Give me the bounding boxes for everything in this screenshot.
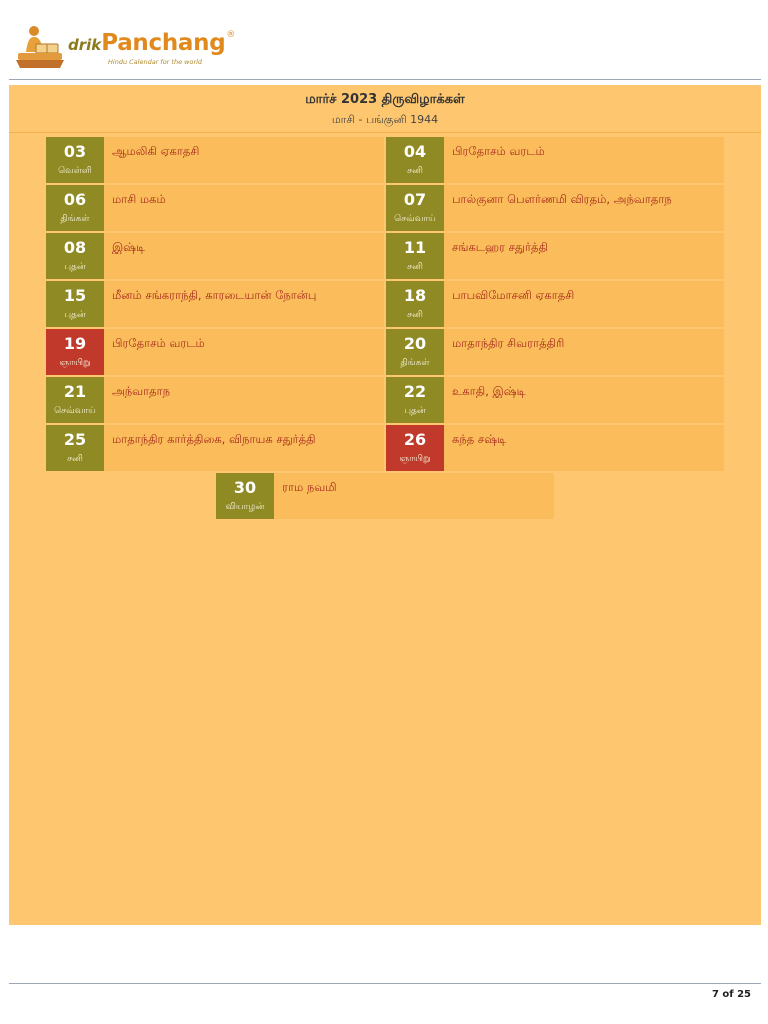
date-day: 18	[403, 286, 427, 305]
festival-name: மாதாந்திர சிவராத்திரி	[452, 336, 565, 350]
logo-brand-name: Panchang	[101, 30, 226, 56]
date-badge	[386, 425, 444, 471]
date-weekday: ஞாயிறு	[399, 454, 431, 464]
date-weekday: சனி	[407, 262, 423, 272]
date-weekday: செவ்வாய்	[394, 214, 436, 224]
festival-name: சங்கடஹர சதுர்த்தி	[452, 240, 548, 254]
date-badge	[46, 137, 104, 183]
festival-name: அந்வாதாந	[112, 384, 171, 398]
festival-name: பாபவிமோசனி ஏகாதசி	[452, 288, 575, 302]
festival-name: இஷ்டி	[112, 240, 146, 254]
festival-entry	[46, 281, 384, 327]
date-badge	[46, 281, 104, 327]
festival-name: மாசி மகம்	[112, 192, 166, 206]
date-weekday: வெள்ளி	[58, 166, 92, 176]
page-title: மார்ச் 2023 திருவிழாக்கள்	[305, 92, 465, 107]
date-day: 26	[403, 430, 427, 449]
date-day: 11	[403, 238, 427, 257]
festival-entry	[216, 473, 554, 519]
header-divider	[9, 79, 761, 80]
date-badge	[46, 329, 104, 375]
festival-entry	[46, 377, 384, 423]
festival-entry	[46, 329, 384, 375]
date-day: 07	[403, 190, 427, 209]
date-weekday: சனி	[407, 310, 423, 320]
festival-entry	[386, 329, 724, 375]
date-badge	[46, 185, 104, 231]
date-badge	[386, 281, 444, 327]
date-day: 15	[63, 286, 87, 305]
date-weekday: சனி	[407, 166, 423, 176]
festival-entry	[46, 185, 384, 231]
date-badge	[386, 185, 444, 231]
date-badge	[46, 233, 104, 279]
date-weekday: புதன்	[404, 406, 426, 416]
logo-sage-icon	[12, 22, 72, 72]
festival-name: ஆமலிகி ஏகாதசி	[112, 144, 200, 158]
date-badge	[46, 425, 104, 471]
date-day: 30	[233, 478, 257, 497]
date-badge	[216, 473, 274, 519]
date-day: 03	[63, 142, 87, 161]
date-badge	[386, 137, 444, 183]
festival-name: மீனம் சங்கராந்தி, காரடையான் நோன்பு	[112, 288, 317, 302]
festival-name: உகாதி, இஷ்டி	[452, 384, 526, 398]
festival-name: பிரதோசம் வரடம்	[112, 336, 205, 350]
page-subtitle: மாசி - பங்குனி 1944	[331, 113, 439, 126]
date-weekday: திங்கள்	[400, 358, 430, 368]
date-badge	[386, 377, 444, 423]
festival-entry	[386, 281, 724, 327]
festival-entry	[386, 137, 724, 183]
drikpanchang-logo[interactable]	[12, 22, 252, 72]
festival-name: கந்த சஷ்டி	[452, 432, 507, 446]
festival-entry	[46, 137, 384, 183]
footer-divider	[9, 983, 761, 984]
date-weekday: ஞாயிறு	[59, 358, 91, 368]
date-weekday: வியாழன்	[225, 502, 265, 512]
logo-tagline: Hindu Calendar for the world	[108, 58, 203, 66]
festival-entry	[46, 425, 384, 471]
date-badge	[386, 233, 444, 279]
festival-name: ராம நவமி	[282, 480, 337, 494]
date-weekday: புதன்	[64, 310, 86, 320]
logo-wordmark	[68, 30, 235, 56]
date-badge	[386, 329, 444, 375]
date-weekday: புதன்	[64, 262, 86, 272]
festival-name: பிரதோசம் வரடம்	[452, 144, 545, 158]
date-badge	[46, 377, 104, 423]
date-day: 25	[63, 430, 87, 449]
date-day: 22	[403, 382, 427, 401]
festival-entry	[386, 377, 724, 423]
date-day: 06	[63, 190, 87, 209]
festival-entry	[386, 233, 724, 279]
festival-entry	[386, 185, 724, 231]
date-weekday: செவ்வாய்	[54, 406, 96, 416]
page-number: 7 of 25	[711, 989, 751, 1000]
date-day: 04	[403, 142, 427, 161]
date-day: 08	[63, 238, 87, 257]
date-day: 21	[63, 382, 87, 401]
logo-brand-prefix: drik	[68, 36, 102, 54]
date-day: 19	[63, 334, 87, 353]
date-weekday: சனி	[67, 454, 83, 464]
festival-entry	[386, 425, 724, 471]
festival-name: பால்குனா பௌர்ணமி விரதம், அந்வாதாந	[452, 192, 672, 206]
panel-header	[9, 85, 761, 133]
festival-entry	[46, 233, 384, 279]
festival-panel	[9, 85, 761, 925]
date-day: 20	[403, 334, 427, 353]
date-weekday: திங்கள்	[60, 214, 90, 224]
festival-name: மாதாந்திர கார்த்திகை, விநாயக சதுர்த்தி	[112, 432, 316, 446]
registered-mark: ®	[226, 30, 236, 40]
